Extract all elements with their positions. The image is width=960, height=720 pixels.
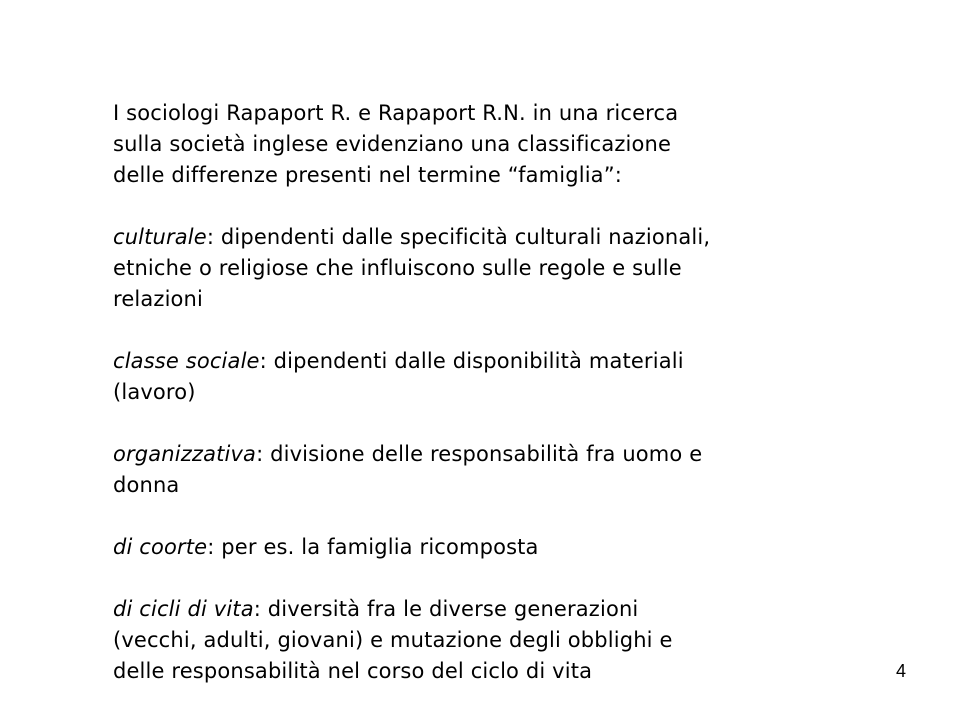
classification-item-classe-sociale [113, 346, 813, 408]
intro-paragraph [113, 98, 813, 191]
item-line: delle responsabilità nel corso del ciclo di vita [113, 659, 593, 683]
item-term: organizzativa [113, 442, 257, 466]
item-term: di cicli di vita [113, 597, 254, 621]
item-line: relazioni [113, 287, 203, 311]
classification-item-culturale [113, 222, 813, 315]
classification-item-di-cicli-di-vita [113, 594, 813, 687]
item-term: culturale [113, 225, 207, 249]
slide-body [113, 98, 813, 687]
item-description: : dipendenti dalle specificità culturali nazionali, [206, 225, 711, 249]
item-line: (lavoro) [113, 380, 196, 404]
item-term: classe sociale [113, 349, 260, 373]
intro-line: I sociologi Rapaport R. e Rapaport R.N. in una ricerca [113, 101, 679, 125]
item-first-line [113, 594, 813, 625]
item-line: (vecchi, adulti, giovani) e mutazione degli obblighi e [113, 628, 673, 652]
item-first-line [113, 439, 813, 470]
item-description: : dipendenti dalle disponibilità materiali [259, 349, 684, 373]
item-line: donna [113, 473, 180, 497]
page-number: 4 [895, 661, 906, 681]
classification-item-organizzativa [113, 439, 813, 501]
item-first-line [113, 532, 813, 563]
item-description: : per es. la famiglia ricomposta [207, 535, 539, 559]
item-first-line [113, 346, 813, 377]
intro-line: delle differenze presenti nel termine “famiglia”: [113, 163, 622, 187]
item-line: etniche o religiose che influiscono sulle regole e sulle [113, 256, 682, 280]
classification-item-di-coorte [113, 532, 813, 563]
intro-line: sulla società inglese evidenziano una classificazione [113, 132, 672, 156]
item-first-line [113, 222, 813, 253]
item-description: : diversità fra le diverse generazioni [253, 597, 639, 621]
item-description: : divisione delle responsabilità fra uomo e [256, 442, 703, 466]
item-term: di coorte [113, 535, 208, 559]
